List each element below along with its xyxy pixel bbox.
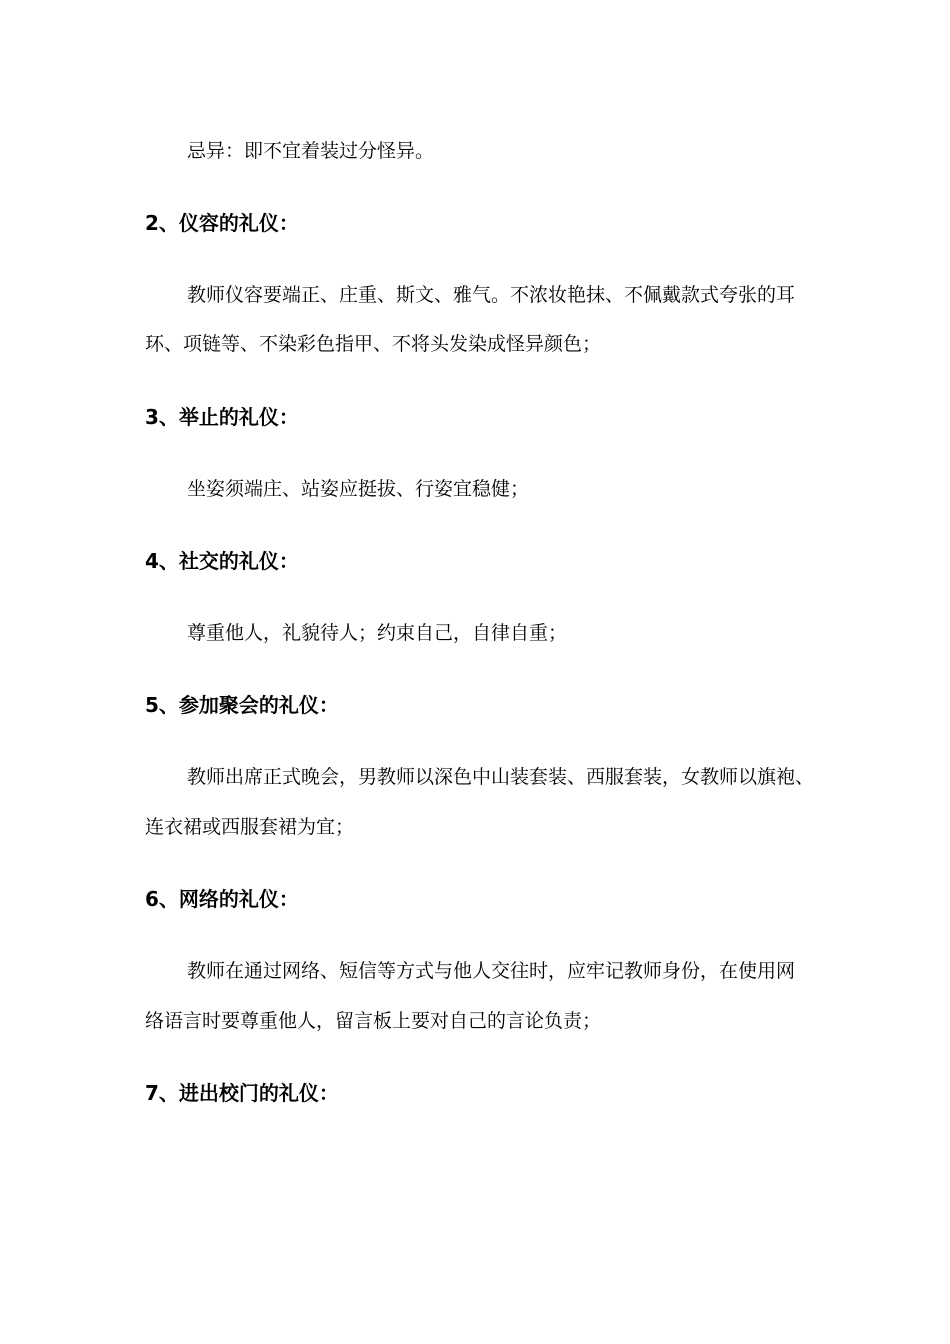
section-heading-2: 2、仪容的礼仪： xyxy=(145,211,299,235)
section-heading-3: 3、举止的礼仪： xyxy=(145,405,299,429)
body-line: 教师出席正式晚会，男教师以深色中山装套装、西服套装，女教师以旗袍、 xyxy=(187,766,815,788)
section-heading-4: 4、社交的礼仪： xyxy=(145,549,299,573)
body-line: 环、项链等、不染彩色指甲、不将头发染成怪异颜色； xyxy=(145,333,602,355)
body-line: 忌异：即不宜着装过分怪异。 xyxy=(187,140,435,162)
body-line: 尊重他人，礼貌待人；约束自己，自律自重； xyxy=(187,622,568,644)
body-line: 坐姿须端庄、站姿应挺拔、行姿宜稳健； xyxy=(187,478,530,500)
body-line: 络语言时要尊重他人，留言板上要对自己的言论负责； xyxy=(145,1010,602,1032)
body-line: 教师在通过网络、短信等方式与他人交往时，应牢记教师身份，在使用网 xyxy=(187,960,796,982)
body-line: 教师仪容要端正、庄重、斯文、雅气。不浓妆艳抹、不佩戴款式夸张的耳 xyxy=(187,284,796,306)
body-line: 连衣裙或西服套裙为宜； xyxy=(145,816,355,838)
section-heading-7: 7、进出校门的礼仪： xyxy=(145,1081,339,1105)
section-heading-5: 5、参加聚会的礼仪： xyxy=(145,693,339,717)
section-heading-6: 6、网络的礼仪： xyxy=(145,887,299,911)
